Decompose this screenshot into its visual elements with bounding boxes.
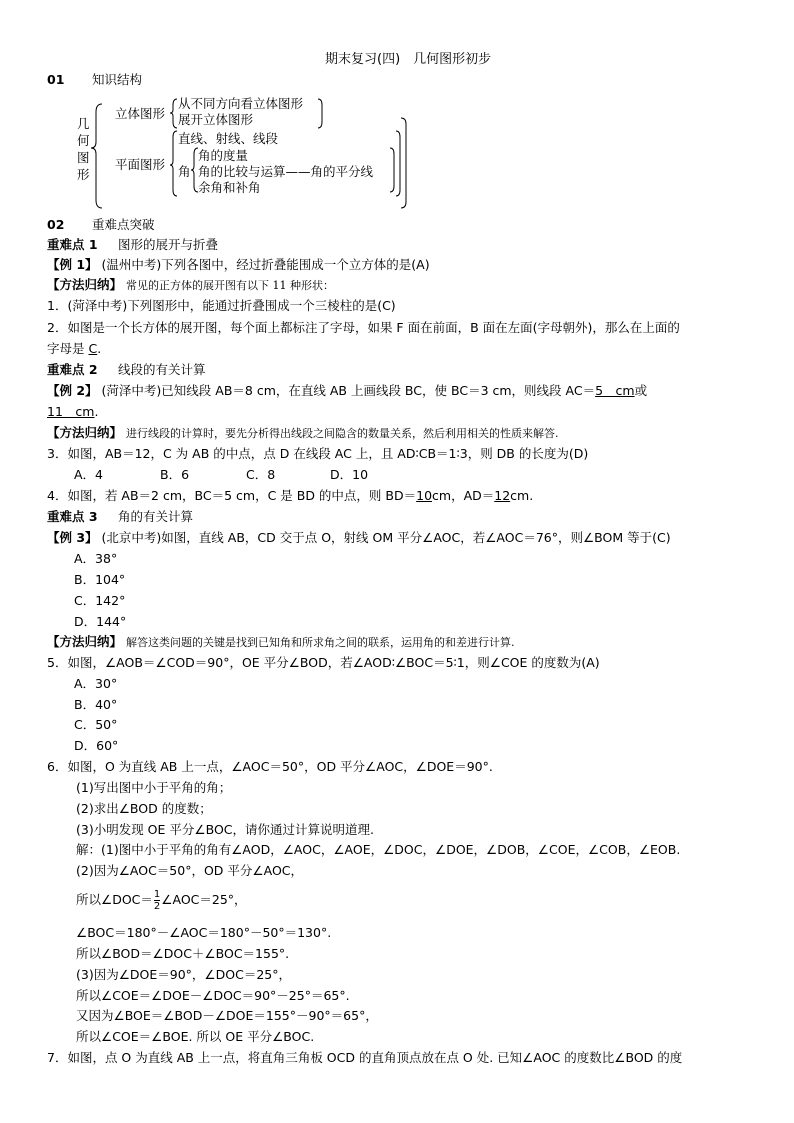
angle-brace (191, 148, 198, 192)
example-2-text: (菏泽中考)已知线段 AB＝8 cm，在直线 AB 上画线段 BC，使 BC＝3 cm，则线段 AC＝ (101, 383, 596, 398)
question-2-answer: C (88, 341, 98, 356)
question-4-end: cm. (510, 488, 534, 503)
example-2-line-1 (47, 382, 647, 400)
angle-close-brace (390, 148, 394, 192)
method-3-tag: 【方法归纳】 (47, 634, 123, 649)
root-close-brace (401, 118, 406, 208)
tree-angle: 角 (178, 164, 191, 179)
question-4-prefix: 4．如图，若 AB＝2 cm，BC＝5 cm，C 是 BD 的中点，则 BD＝ (47, 488, 417, 503)
question-6-solution-3: ∠BOC＝180°－∠AOC＝180°－50°＝130°. (76, 925, 332, 940)
question-6-solution-8: 所以∠COE＝∠BOE. 所以 OE 平分∠BOC. (76, 1029, 315, 1044)
example-2-mid: 或 (634, 383, 648, 398)
keypoint-1-title: 图形的展开与折叠 (118, 237, 219, 252)
question-2-suffix: . (97, 341, 102, 356)
tree-root-char-4: 形 (77, 167, 90, 182)
tree-plane: 平面图形 (115, 157, 166, 172)
method-2 (47, 424, 559, 443)
question-3-option-c: C．8 (246, 467, 276, 482)
section-1-heading: 知识结构 (92, 72, 143, 87)
tree-solid-child-1: 从不同方向看立体图形 (178, 96, 304, 111)
section-1-number: 01 (47, 72, 65, 87)
example-3-option-a: A．38° (74, 551, 118, 566)
question-5-option-b: B．40° (74, 697, 118, 712)
method-3-text: 解答这类问题的关键是找到已知角和所求角之间的联系，运用角的和差进行计算. (126, 636, 515, 649)
question-4-answer-2: 12 (494, 488, 511, 503)
question-6-part-1: (1)写出图中小于平角的角； (76, 780, 232, 795)
example-2-line-2 (47, 403, 98, 421)
plane-brace (170, 131, 177, 196)
frac-prefix: 所以∠DOC＝ (76, 892, 153, 907)
question-1: 1．(菏泽中考)下列图形中，能通过折叠围成一个三棱柱的是(C) (47, 298, 396, 313)
question-6-solution-2: (2)因为∠AOC＝50°，OD 平分∠AOC， (76, 863, 304, 878)
question-2-line-1: 2．如图是一个长方体的展开图，每个面上都标注了字母，如果 F 面在前面，B 面在左面(字母朝外)，那么在上面的 (47, 320, 680, 335)
question-4-answer-1: 10 (416, 488, 433, 503)
example-3 (47, 529, 671, 547)
root-brace (91, 104, 102, 208)
question-6-solution-5: (3)因为∠DOE＝90°，∠DOC＝25°， (76, 967, 291, 982)
example-2-answer-1: 5 cm (595, 383, 635, 398)
tree-solid: 立体图形 (115, 106, 166, 121)
fraction-denominator: 2 (153, 901, 161, 912)
example-2-answer-2: 11 cm (47, 404, 95, 419)
fraction-numerator: 1 (153, 889, 161, 900)
method-1-tag: 【方法归纳】 (47, 277, 123, 292)
page-title: 期末复习(四) 几何图形初步 (325, 52, 492, 67)
example-1-tag: 【例 1】 (47, 257, 98, 272)
question-5: 5．如图，∠AOB＝∠COD＝90°，OE 平分∠BOD，若∠AOD∶∠BOC＝5∶1，则∠COE 的度数为(A) (47, 655, 600, 670)
fraction-one-half (154, 889, 160, 912)
question-3-option-a: A．4 (74, 467, 104, 482)
tree-plane-line: 直线、射线、线段 (178, 131, 279, 146)
example-3-text: (北京中考)如图，直线 AB，CD 交于点 O，射线 OM 平分∠AOC，若∠AOC＝76°，则∠BOM 等于(C) (101, 530, 671, 545)
keypoint-2-label: 重难点 2 (47, 362, 98, 377)
tree-angle-child-1: 角的度量 (198, 148, 249, 163)
example-2-end: . (94, 404, 99, 419)
tree-root-char-2: 何 (77, 133, 90, 148)
question-2-prefix: 字母是 (47, 341, 85, 356)
plane-close-brace (396, 131, 400, 196)
question-3: 3．如图，AB＝12，C 为 AB 的中点，点 D 在线段 AC 上，且 AD∶CB＝1∶3，则 DB 的长度为(D) (47, 446, 589, 461)
example-3-tag: 【例 3】 (47, 530, 98, 545)
question-6-solution-4: 所以∠BOD＝∠DOC＋∠BOC＝155°. (76, 946, 290, 961)
example-1-text: (温州中考)下列各图中，经过折叠能围成一个立方体的是(A) (101, 257, 430, 272)
tree-root-char-1: 几 (77, 116, 90, 131)
section-2-heading: 重难点突破 (92, 217, 155, 232)
question-6: 6．如图，O 为直线 AB 上一点，∠AOC＝50°，OD 平分∠AOC，∠DOE＝90°. (47, 759, 493, 774)
example-3-option-b: B．104° (74, 572, 126, 587)
tree-angle-child-3: 余角和补角 (198, 180, 261, 195)
question-4-mid: cm，AD＝ (432, 488, 495, 503)
question-6-solution-6: 所以∠COE＝∠DOE－∠DOC＝90°－25°＝65°. (76, 988, 350, 1003)
question-6-part-3: (3)小明发现 OE 平分∠BOC，请你通过计算说明道理. (76, 822, 374, 837)
keypoint-1-label: 重难点 1 (47, 237, 98, 252)
method-2-tag: 【方法归纳】 (47, 425, 123, 440)
method-3 (47, 633, 515, 652)
question-3-option-d: D．10 (330, 467, 369, 482)
question-6-solution-frac (76, 889, 247, 912)
question-2-line-2 (47, 340, 101, 358)
question-6-solution-7: 又因为∠BOE＝∠BOD－∠DOE＝155°－90°＝65°， (76, 1008, 378, 1023)
keypoint-3-label: 重难点 3 (47, 509, 98, 524)
question-5-option-a: A．30° (74, 676, 118, 691)
question-6-part-2: (2)求出∠BOD 的度数； (76, 801, 212, 816)
example-2-tag: 【例 2】 (47, 383, 98, 398)
example-3-option-d: D．144° (74, 614, 127, 629)
question-6-solution-1: 解：(1)图中小于平角的角有∠AOD，∠AOC，∠AOE，∠DOC，∠DOE，∠DOB，∠COE，∠COB，∠EOB. (76, 842, 681, 857)
section-2-number: 02 (47, 217, 65, 232)
example-1 (47, 256, 430, 274)
example-3-option-c: C．142° (74, 593, 126, 608)
solid-close-brace (318, 99, 322, 128)
keypoint-2-title: 线段的有关计算 (118, 362, 206, 377)
tree-solid-child-2: 展开立体图形 (178, 112, 254, 127)
question-3-option-b: B．6 (160, 467, 190, 482)
solid-brace (170, 99, 177, 128)
question-4 (47, 487, 533, 505)
frac-suffix: ∠AOC＝25°， (161, 892, 247, 907)
question-5-option-c: C．50° (74, 717, 118, 732)
tree-angle-child-2: 角的比较与运算——角的平分线 (198, 164, 374, 179)
method-1-text: 常见的正方体的展开图有以下 11 种形状： (126, 279, 334, 292)
method-2-text: 进行线段的计算时，要先分析得出线段之间隐含的数量关系，然后利用相关的性质来解答. (126, 427, 559, 440)
question-7: 7．如图，点 O 为直线 AB 上一点，将直角三角板 OCD 的直角顶点放在点 O 处. 已知∠AOC 的度数比∠BOD 的度 (47, 1050, 683, 1065)
method-1 (47, 276, 334, 295)
tree-root-char-3: 图 (77, 150, 90, 165)
keypoint-3-title: 角的有关计算 (118, 509, 194, 524)
question-5-option-d: D．60° (74, 738, 119, 753)
